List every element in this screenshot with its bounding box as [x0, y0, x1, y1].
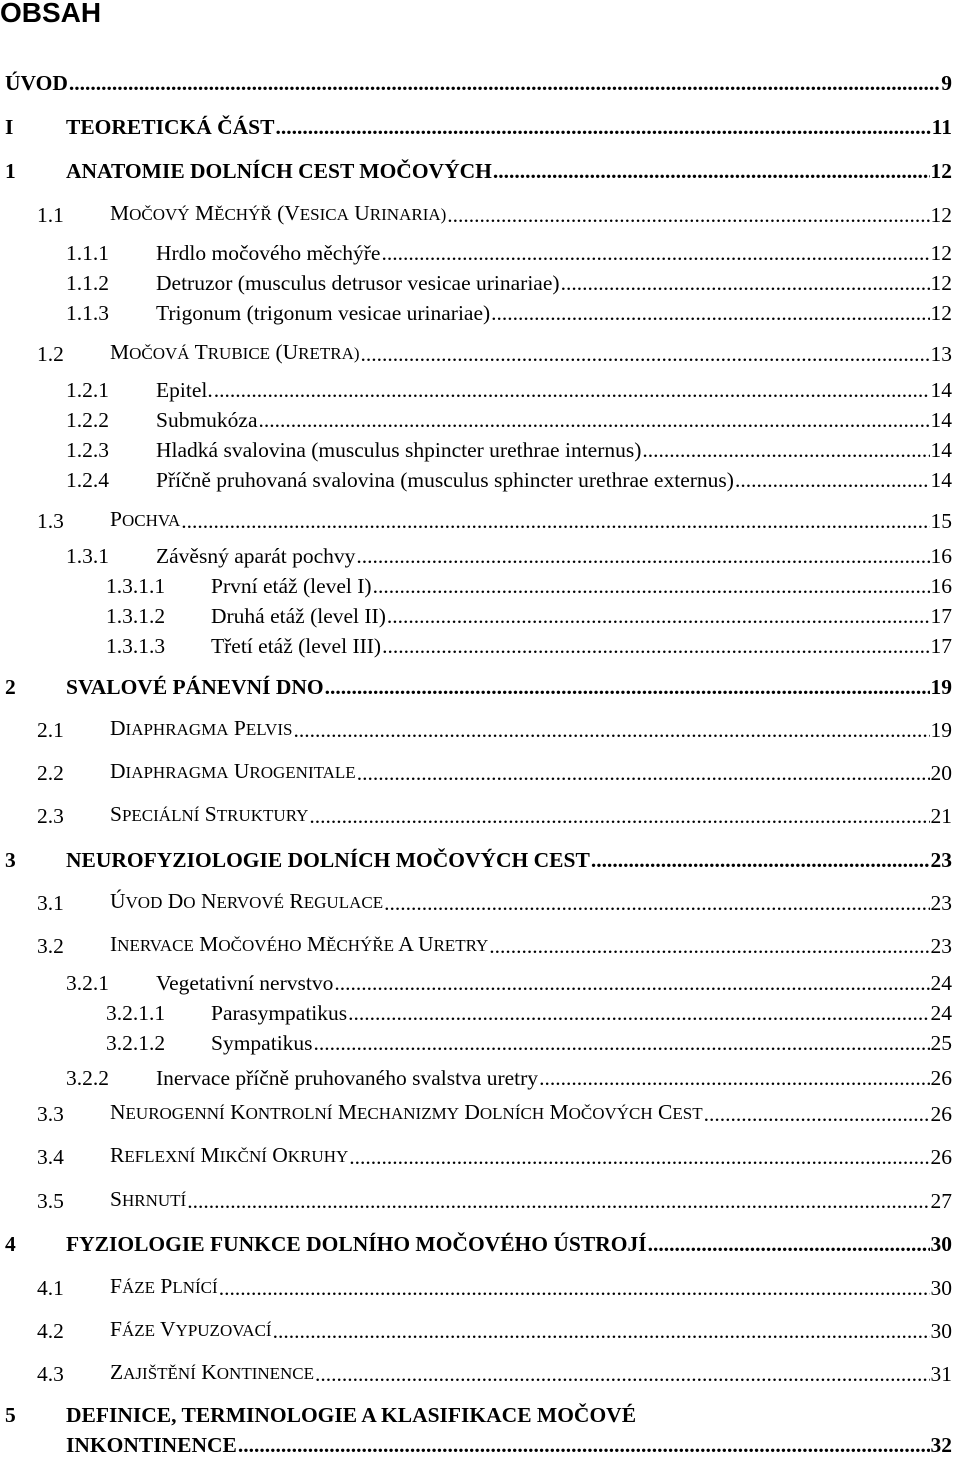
toc-entry[interactable] [66, 403, 952, 433]
toc-entry[interactable] [5, 1227, 952, 1257]
toc-entry-label: FÁZE PLNÍCÍ [110, 1274, 218, 1298]
toc-leader-dots [381, 240, 929, 266]
toc-entry-page: 12 [930, 241, 952, 265]
toc-entry[interactable] [5, 66, 952, 96]
toc-entry-label-line1: DEFINICE, TERMINOLOGIE A KLASIFIKACE MOČOVÉ [66, 1403, 637, 1427]
toc-entry-page: 30 [930, 1276, 952, 1300]
toc-entry-page: 19 [930, 675, 952, 699]
toc-entry-number: 1.3.1 [66, 544, 109, 568]
toc-entry-label: ÚVOD DO NERVOVÉ REGULACE [110, 889, 384, 913]
toc-entry[interactable] [66, 266, 952, 296]
toc-entry[interactable] [37, 504, 952, 534]
toc-entry[interactable] [37, 1271, 952, 1301]
toc-leader-dots [382, 633, 929, 659]
toc-entry[interactable] [37, 756, 952, 786]
toc-entry[interactable] [66, 1061, 952, 1091]
toc-leader-dots [325, 674, 930, 700]
toc-entry[interactable] [37, 1097, 952, 1127]
toc-leader-dots [334, 970, 929, 996]
toc-entry[interactable] [106, 599, 952, 629]
toc-entry-number: 3.2 [37, 934, 64, 958]
toc-entry-page: 11 [931, 115, 952, 139]
toc-leader-dots [373, 573, 930, 599]
toc-entry-label: POCHVA [110, 507, 181, 531]
toc-entry-number: 1.1.2 [66, 271, 109, 295]
toc-entry[interactable] [106, 996, 952, 1026]
toc-entry-page: 9 [941, 71, 952, 95]
toc-leader-dots [181, 508, 929, 534]
toc-entry-label: NEUROFYZIOLOGIE DOLNÍCH MOČOVÝCH CEST [66, 848, 590, 872]
toc-entry-number: 1.3.1.2 [106, 604, 166, 628]
toc-entry-page: 31 [930, 1362, 952, 1386]
toc-entry-number: 1.2.2 [66, 408, 109, 432]
toc-entry-number: 3 [5, 848, 16, 872]
toc-entry-label: Parasympatikus [211, 1001, 348, 1025]
toc-entry-number: 1.3 [37, 509, 64, 533]
toc-entry[interactable] [66, 296, 952, 326]
toc-entry-number: 1.1.3 [66, 301, 109, 325]
toc-entry-number: 3.2.2 [66, 1066, 109, 1090]
toc-entry-page: 26 [930, 1066, 952, 1090]
toc-entry-number: 1.1 [37, 203, 64, 227]
toc-entry-page: 24 [930, 1001, 952, 1025]
toc-leader-dots [493, 158, 930, 184]
toc-entry-label: Hrdlo močového měchýře [156, 241, 381, 265]
toc-entry[interactable] [37, 198, 952, 228]
toc-leader-dots [491, 300, 929, 326]
toc-entry[interactable] [37, 1140, 952, 1170]
toc-entry-number: 2.1 [37, 718, 64, 742]
toc-entry-number: 1.1.1 [66, 241, 109, 265]
toc-entry-page: 14 [930, 408, 952, 432]
toc-entry[interactable] [66, 539, 952, 569]
toc-entry-label: ÚVOD [5, 71, 68, 95]
toc-entry-page: 23 [930, 934, 952, 958]
toc-entry[interactable] [37, 713, 952, 743]
toc-entry-number: 3.4 [37, 1145, 64, 1169]
toc-entry-label: ZAJIŠTĚNÍ KONTINENCE [110, 1360, 315, 1384]
toc-entry-page: 12 [930, 203, 952, 227]
toc-entry-label: Trigonum (trigonum vesicae urinariae) [156, 301, 491, 325]
toc-leader-dots [539, 1065, 929, 1091]
toc-entry[interactable] [5, 110, 952, 140]
toc-entry-number: 1.2 [37, 342, 64, 366]
toc-entry[interactable] [37, 929, 952, 959]
toc-entry-number: 3.1 [37, 891, 64, 915]
toc-entry-page: 27 [930, 1189, 952, 1213]
toc-entry-number: 4.2 [37, 1319, 64, 1343]
toc-leader-dots [357, 760, 930, 786]
toc-leader-dots [293, 717, 929, 743]
toc-entry-label: SVALOVÉ PÁNEVNÍ DNO [66, 675, 324, 699]
toc-entry-label: Epitel. [156, 378, 213, 402]
toc-entry-label: ANATOMIE DOLNÍCH CEST MOČOVÝCH [66, 159, 492, 183]
toc-entry-label: Hladká svalovina (musculus shpincter urethrae internus) [156, 438, 642, 462]
toc-entry-number: 1 [5, 159, 16, 183]
toc-entry-label: Druhá etáž (level II) [211, 604, 386, 628]
toc-entry[interactable] [106, 569, 952, 599]
toc-entry[interactable] [66, 236, 952, 266]
toc-entry-number: 4.1 [37, 1276, 64, 1300]
toc-entry-number: 1.2.1 [66, 378, 109, 402]
toc-entry[interactable] [66, 463, 952, 493]
toc-entry-page: 16 [930, 574, 952, 598]
toc-entry[interactable] [5, 154, 952, 184]
toc-entry-page: 16 [930, 544, 952, 568]
toc-leader-dots [348, 1000, 929, 1026]
toc-entry-number: 1.2.3 [66, 438, 109, 462]
toc-leader-dots [187, 1188, 929, 1214]
toc-entry-page: 12 [930, 301, 952, 325]
toc-leader-dots [735, 467, 930, 493]
toc-leader-dots [238, 1434, 930, 1460]
toc-leader-dots [356, 543, 929, 569]
toc-leader-dots [214, 377, 930, 403]
toc-entry-page: 13 [930, 342, 952, 366]
toc-entry-page: 24 [930, 971, 952, 995]
toc-leader-dots [349, 1144, 929, 1170]
toc-entry[interactable] [37, 1314, 952, 1344]
toc-entry-page: 19 [930, 718, 952, 742]
toc-leader-dots [309, 803, 929, 829]
toc-entry-page: 17 [930, 634, 952, 658]
toc-entry[interactable] [37, 1357, 952, 1387]
toc-entry-page: 12 [930, 271, 952, 295]
toc-entry-number: 1.3.1.1 [106, 574, 166, 598]
toc-entry-number: 2 [5, 675, 16, 699]
toc-entry-number: 3.2.1 [66, 971, 109, 995]
toc-entry-number: 3.5 [37, 1189, 64, 1213]
toc-entry-label: FÁZE VYPUZOVACÍ [110, 1317, 272, 1341]
toc-entry-label: Inervace příčně pruhovaného svalstva uretry [156, 1066, 539, 1090]
toc-entry-page: 14 [930, 438, 952, 462]
toc-entry-page: 15 [930, 509, 952, 533]
toc-entry-page: 23 [930, 891, 952, 915]
toc-leader-dots [642, 437, 929, 463]
toc-entry-number: 3.3 [37, 1102, 64, 1126]
toc-leader-dots [648, 1231, 930, 1257]
toc-entry-label: FYZIOLOGIE FUNKCE DOLNÍHO MOČOVÉHO ÚSTROJÍ [66, 1232, 647, 1256]
toc-leader-dots [704, 1101, 930, 1127]
toc-entry-label: Detruzor (musculus detrusor vesicae urinariae) [156, 271, 560, 295]
toc-entry[interactable] [37, 1184, 952, 1214]
toc-entry-label: SHRNUTÍ [110, 1187, 187, 1211]
toc-leader-dots [384, 890, 929, 916]
toc-entry-page: 12 [930, 159, 952, 183]
toc-entry[interactable] [37, 337, 952, 367]
toc-entry-page: 20 [930, 761, 952, 785]
toc-entry-label: MOČOVÁ TRUBICE (URETRA) [110, 340, 360, 364]
toc-entry-label: NEUROGENNÍ KONTROLNÍ MECHANIZMY DOLNÍCH MOČOVÝCH CEST [110, 1100, 703, 1124]
toc-entry-number: 1.3.1.3 [106, 634, 166, 658]
toc-entry-number: 3.2.1.1 [106, 1001, 166, 1025]
toc-entry[interactable] [66, 433, 952, 463]
toc-entry-label: Vegetativní nervstvo [156, 971, 334, 995]
toc-entry-label: Třetí etáž (level III) [211, 634, 382, 658]
toc-entry-number: 3.2.1.2 [106, 1031, 166, 1055]
toc-entry-label: REFLEXNÍ MIKČNÍ OKRUHY [110, 1143, 349, 1167]
toc-entry[interactable] [5, 843, 952, 873]
toc-entry-page: 30 [930, 1319, 952, 1343]
toc-entry-page: 25 [930, 1031, 952, 1055]
toc-entry-label: DIAPHRAGMA UROGENITALE [110, 759, 356, 783]
toc-entry-page: 14 [930, 378, 952, 402]
toc-leader-dots [591, 847, 930, 873]
toc-entry[interactable] [66, 373, 952, 403]
toc-entry-label: TEORETICKÁ ČÁST [66, 115, 275, 139]
toc-entry-number: 2.2 [37, 761, 64, 785]
toc-entry-page: 23 [930, 848, 952, 872]
toc-entry-label: SPECIÁLNÍ STRUKTURY [110, 802, 309, 826]
toc-entry-number: 2.3 [37, 804, 64, 828]
toc-entry-label: Sympatikus [211, 1031, 313, 1055]
toc-entry-label: Submukóza [156, 408, 258, 432]
toc-entry-page: 26 [930, 1102, 952, 1126]
toc-entry-label: DIAPHRAGMA PELVIS [110, 716, 293, 740]
toc-leader-dots [447, 202, 929, 228]
toc-entry[interactable] [37, 799, 952, 829]
toc-leader-dots [387, 603, 930, 629]
toc-leader-dots [69, 70, 940, 96]
page-title: OBSAH [0, 0, 102, 28]
toc-leader-dots [361, 341, 930, 367]
toc-entry-label: INERVACE MOČOVÉHO MĚCHÝŘE A URETRY [110, 932, 489, 956]
toc-entry[interactable] [106, 629, 952, 659]
toc-entry[interactable] [37, 886, 952, 916]
toc-leader-dots [219, 1275, 930, 1301]
toc-entry-number: 5 [5, 1403, 16, 1427]
toc-entry-page: 30 [930, 1232, 952, 1256]
toc-entry-label: Závěsný aparát pochvy [156, 544, 356, 568]
toc-entry-page: 17 [930, 604, 952, 628]
toc-entry-page: 26 [930, 1145, 952, 1169]
toc-entry-number: 1.2.4 [66, 468, 109, 492]
toc-entry-page: 21 [930, 804, 952, 828]
toc-entry-page: 32 [930, 1433, 952, 1457]
toc-entry-label: MOČOVÝ MĚCHÝŘ (VESICA URINARIA) [110, 201, 447, 225]
toc-leader-dots [275, 114, 930, 140]
toc-entry-label-line2: INKONTINENCE [66, 1433, 237, 1457]
toc-leader-dots [315, 1361, 929, 1387]
toc-leader-dots [561, 270, 930, 296]
toc-entry-number: 4 [5, 1232, 16, 1256]
toc-entry-5[interactable] [5, 1400, 952, 1462]
toc-leader-dots [259, 407, 930, 433]
toc-entry-number: I [5, 115, 14, 139]
toc-leader-dots [314, 1030, 930, 1056]
toc-entry-page: 14 [930, 468, 952, 492]
toc-entry-number: 4.3 [37, 1362, 64, 1386]
toc-entry[interactable] [106, 1026, 952, 1056]
toc-leader-dots [273, 1318, 930, 1344]
toc-entry-label: Příčně pruhovaná svalovina (musculus sphincter urethrae externus) [156, 468, 734, 492]
toc-entry[interactable] [66, 966, 952, 996]
toc-leader-dots [489, 933, 929, 959]
toc-entry-label: První etáž (level I) [211, 574, 372, 598]
toc-entry[interactable] [5, 670, 952, 700]
